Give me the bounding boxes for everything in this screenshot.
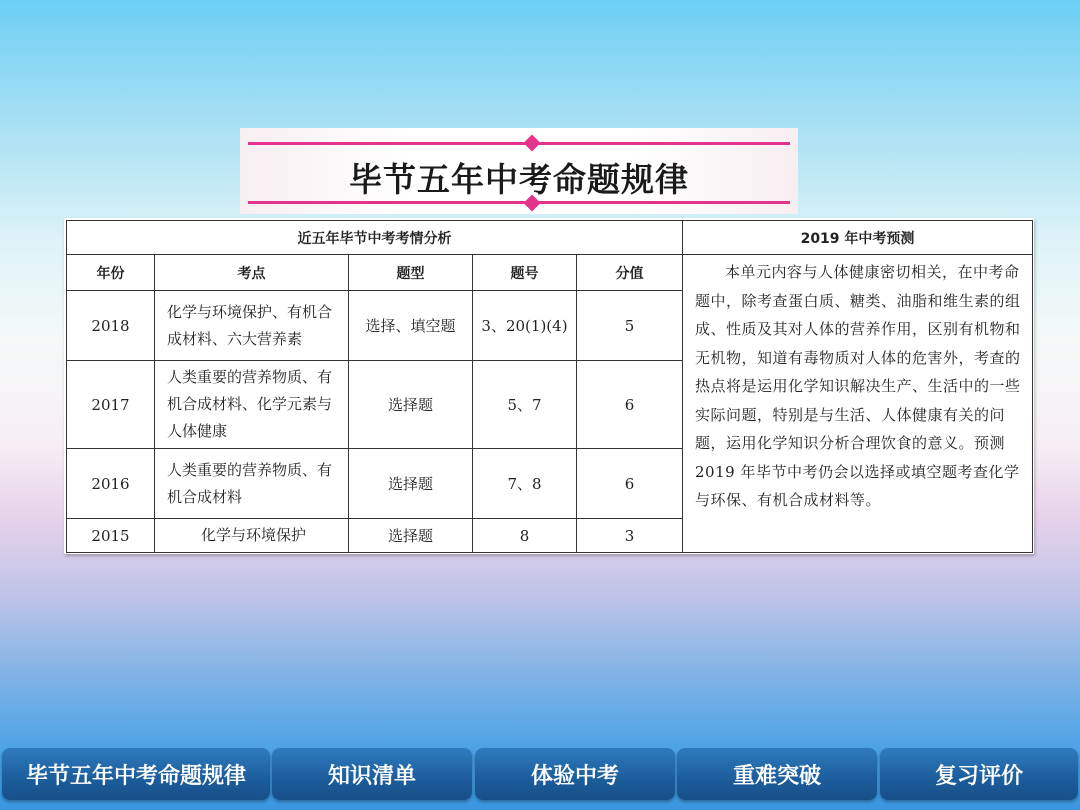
number-cell: 8 <box>473 519 577 553</box>
column-header-type: 题型 <box>349 255 473 291</box>
prediction-text: 本单元内容与人体健康密切相关，在中考命题中，除考查蛋白质、糖类、油脂和维生素的组成、性质及其对人体的营养作用，区别有机物和无机物，知道有毒物质对人体的危害外，考查的热点将是运用化学知识解决生产、生活中的一些实际问题，特别是与生活、人体健康有关的问题，运用化学知识分析合理饮食的意义。预测 2019 年毕节中考仍会以选择或填空题考查化学与环保、有机合成材料等。 <box>683 255 1033 553</box>
topic-cell: 化学与环境保护、有机合成材料、六大营养素 <box>155 291 349 361</box>
page-title: 毕节五年中考命题规律 <box>349 160 689 199</box>
analysis-table <box>66 220 1033 553</box>
prediction-header: 2019 年中考预测 <box>683 221 1033 255</box>
score-cell: 6 <box>577 449 683 519</box>
tab-exam-experience[interactable]: 体验中考 <box>475 748 675 800</box>
year-cell: 2015 <box>67 519 155 553</box>
score-cell: 5 <box>577 291 683 361</box>
column-header-topic: 考点 <box>155 255 349 291</box>
number-cell: 7、8 <box>473 449 577 519</box>
banner-diamond-top <box>524 135 541 152</box>
tab-review-evaluation[interactable]: 复习评价 <box>880 748 1078 800</box>
bottom-navigation <box>0 748 1080 806</box>
year-cell: 2018 <box>67 291 155 361</box>
type-cell: 选择题 <box>349 449 473 519</box>
year-cell: 2016 <box>67 449 155 519</box>
number-cell: 3、20(1)(4) <box>473 291 577 361</box>
type-cell: 选择题 <box>349 519 473 553</box>
topic-cell: 人类重要的营养物质、有机合成材料、化学元素与人体健康 <box>155 361 349 449</box>
type-cell: 选择、填空题 <box>349 291 473 361</box>
tab-key-difficulties[interactable]: 重难突破 <box>677 748 877 800</box>
analysis-document <box>64 218 1034 554</box>
topic-cell: 化学与环境保护 <box>155 519 349 553</box>
banner-line-bottom <box>248 201 790 204</box>
topic-cell: 人类重要的营养物质、有机合成材料 <box>155 449 349 519</box>
column-header-score: 分值 <box>577 255 683 291</box>
column-header-number: 题号 <box>473 255 577 291</box>
type-cell: 选择题 <box>349 361 473 449</box>
column-header-year: 年份 <box>67 255 155 291</box>
analysis-header: 近五年毕节中考考情分析 <box>67 221 683 255</box>
score-cell: 6 <box>577 361 683 449</box>
number-cell: 5、7 <box>473 361 577 449</box>
tab-knowledge-list[interactable]: 知识清单 <box>272 748 472 800</box>
year-cell: 2017 <box>67 361 155 449</box>
tab-exam-patterns[interactable]: 毕节五年中考命题规律 <box>2 748 270 800</box>
title-banner <box>240 128 798 214</box>
score-cell: 3 <box>577 519 683 553</box>
banner-line-top <box>248 142 790 145</box>
